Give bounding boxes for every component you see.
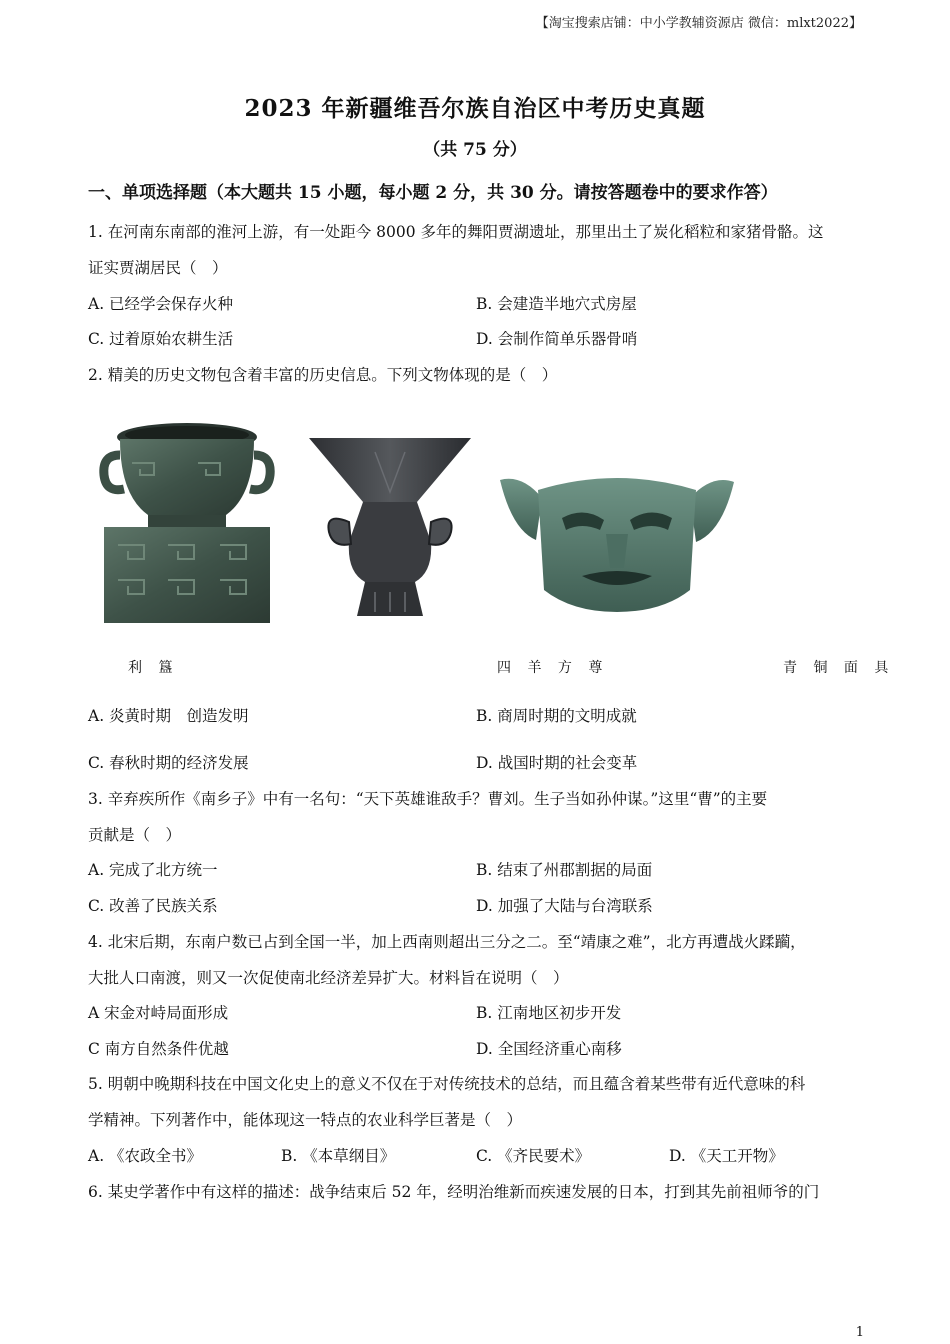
section-heading: 一、单项选择题（本大题共 15 小题，每小题 2 分，共 30 分。请按答题卷中的要求作答）	[88, 183, 778, 203]
caption-siyang-fangzun: 四 羊 方 尊	[497, 660, 609, 676]
q4-option-b: B. 江南地区初步开发	[476, 1004, 622, 1022]
question-4-line-2: 大批人口南渡，则又一次促使南北经济差异扩大。材料旨在说明（ ）	[88, 969, 569, 987]
q4-option-c: C 南方自然条件优越	[88, 1040, 229, 1058]
bronze-mask-image	[492, 470, 742, 615]
question-5-line-1: 5. 明朝中晚期科技在中国文化史上的意义不仅在于对传统技术的总结，而且蕴含着某些带有近代意味的科	[88, 1075, 806, 1093]
q5-option-a: A. 《农政全书》	[88, 1147, 203, 1165]
question-1-line-1: 1. 在河南东南部的淮河上游，有一处距今 8000 多年的舞阳贾湖遗址，那里出土了炭化稻粒和家猪骨骼。这	[88, 223, 824, 241]
page-number: 1	[855, 1325, 864, 1340]
question-1-line-2: 证实贾湖居民（ ）	[88, 259, 228, 277]
q4-option-a: A 宋金对峙局面形成	[88, 1004, 229, 1022]
q5-option-c: C. 《齐民要术》	[476, 1147, 591, 1165]
q2-option-d: D. 战国时期的社会变革	[476, 754, 638, 772]
question-4-line-1: 4. 北宋后期，东南户数已占到全国一半，加上西南则超出三分之二。至“靖康之难”，北方再遭战火蹂躏，	[88, 933, 806, 951]
q5-option-d: D. 《天工开物》	[669, 1147, 784, 1165]
q3-option-a: A. 完成了北方统一	[88, 861, 218, 879]
page-subtitle: （共 75 分）	[423, 140, 527, 160]
q2-option-a: A. 炎黄时期 创造发明	[88, 707, 249, 725]
header-note: 【淘宝搜索店铺：中小学教辅资源店 微信：mlxt2022】	[535, 16, 862, 31]
q1-option-d: D. 会制作简单乐器骨哨	[476, 330, 638, 348]
question-3-line-2: 贡献是（ ）	[88, 826, 182, 844]
li-gui-image	[98, 415, 276, 625]
q3-option-b: B. 结束了州郡割据的局面	[476, 861, 653, 879]
question-2-line-1: 2. 精美的历史文物包含着丰富的历史信息。下列文物体现的是（ ）	[88, 366, 558, 384]
q3-option-d: D. 加强了大陆与台湾联系	[476, 897, 653, 915]
caption-bronze-mask: 青 铜 面 具	[783, 660, 895, 676]
question-6-line-1: 6. 某史学著作中有这样的描述：战争结束后 52 年，经明治维新而疾速发展的日本，打到其先前祖师爷的门	[88, 1183, 820, 1201]
q1-option-b: B. 会建造半地穴式房屋	[476, 295, 637, 313]
q2-option-b: B. 商周时期的文明成就	[476, 707, 637, 725]
caption-li-gui: 利 簋	[128, 660, 179, 676]
q1-option-a: A. 已经学会保存火种	[88, 295, 234, 313]
q4-option-d: D. 全国经济重心南移	[476, 1040, 622, 1058]
q1-option-c: C. 过着原始农耕生活	[88, 330, 234, 348]
q3-option-c: C. 改善了民族关系	[88, 897, 218, 915]
q2-option-c: C. 春秋时期的经济发展	[88, 754, 249, 772]
page-title: 2023 年新疆维吾尔族自治区中考历史真题	[244, 95, 706, 122]
question-5-line-2: 学精神。下列著作中，能体现这一特点的农业科学巨著是（ ）	[88, 1111, 523, 1129]
q5-option-b: B. 《本草纲目》	[281, 1147, 396, 1165]
siyang-fangzun-image	[305, 432, 475, 622]
question-3-line-1: 3. 辛弃疾所作《南乡子》中有一名句：“天下英雄谁敌手？曹刘。生子当如孙仲谋。”这里“曹”的主要	[88, 790, 768, 808]
